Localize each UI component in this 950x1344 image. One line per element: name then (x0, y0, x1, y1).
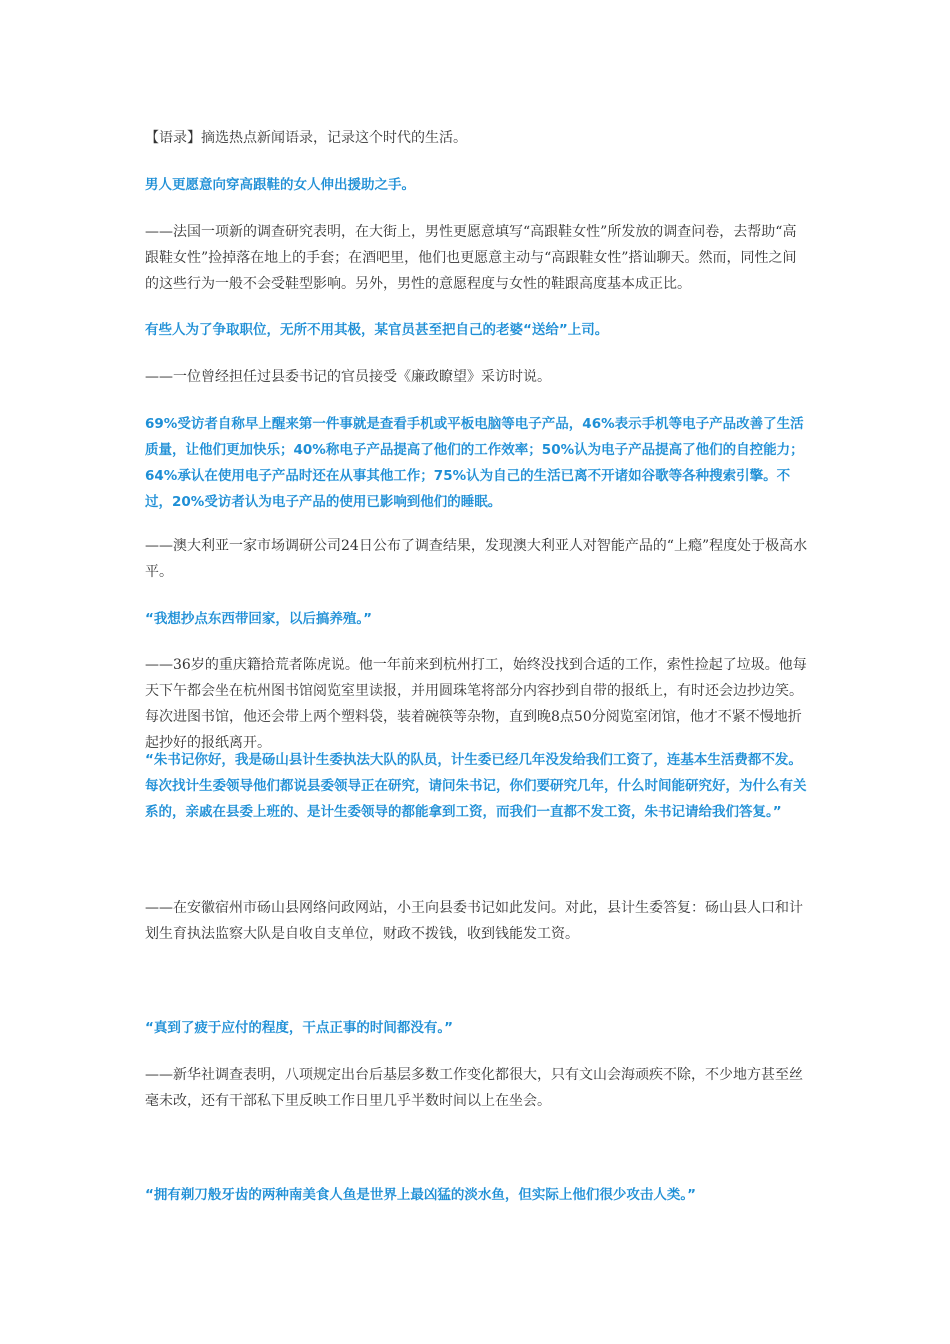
quote-4: “我想抄点东西带回家，以后搞养殖。” (145, 611, 372, 627)
source-3: ——澳大利亚一家市场调研公司24日公布了调查结果，发现澳大利亚人对智能产品的“上瘾”程度处于极高水平。 (145, 538, 808, 580)
quote-1: 男人更愿意向穿高跟鞋的女人伸出援助之手。 (145, 177, 415, 193)
source-6: ——新华社调查表明，八项规定出台后基层多数工作变化都很大，只有文山会海顽疾不除，不少地方甚至丝毫未改，还有干部私下里反映工作日里几乎半数时间以上在坐会。 (145, 1067, 803, 1109)
quote-3: 69%受访者自称早上醒来第一件事就是查看手机或平板电脑等电子产品，46%表示手机等电子产品改善了生活质量，让他们更加快乐；40%称电子产品提高了他们的工作效率；50%认为电子产品提高了他们的自控能力；64%承认在使用电子产品时还在从事其他工作；75%认为自己的生活已离不开诸如谷歌等各种搜索引擎。不过，20%受访者认为电子产品的使用已影响到他们的睡眠。 (145, 416, 804, 510)
source-2: ——一位曾经担任过县委书记的官员接受《廉政瞭望》采访时说。 (145, 369, 551, 385)
source-5: ——在安徽宿州市砀山县网络问政网站，小王向县委书记如此发问。对此，县计生委答复：砀山县人口和计划生育执法监察大队是自收自支单位，财政不拨钱，收到钱能发工资。 (145, 900, 803, 942)
source-1: ——法国一项新的调查研究表明，在大街上，男性更愿意填写“高跟鞋女性”所发放的调查问卷，去帮助“高跟鞋女性”捡掉落在地上的手套；在酒吧里，他们也更愿意主动与“高跟鞋女性”搭讪聊天。然而，同性之间的这些行为一般不会受鞋型影响。另外，男性的意愿程度与女性的鞋跟高度基本成正比。 (145, 224, 797, 292)
source-4: ——36岁的重庆籍拾荒者陈虎说。他一年前来到杭州打工，始终没找到合适的工作，索性捡起了垃圾。他每天下午都会坐在杭州图书馆阅览室里读报，并用圆珠笔将部分内容抄到自带的报纸上，有时还会边抄边笑。每次进图书馆，他还会带上两个塑料袋，装着碗筷等杂物，直到晚8点50分阅览室闭馆，他才不紧不慢地折起抄好的报纸离开。 (145, 657, 807, 751)
quote-6: “真到了疲于应付的程度，干点正事的时间都没有。” (145, 1020, 453, 1036)
quote-7: “拥有剃刀般牙齿的两种南美食人鱼是世界上最凶猛的淡水鱼，但实际上他们很少攻击人类。” (145, 1187, 696, 1203)
quote-5: “朱书记你好，我是砀山县计生委执法大队的队员，计生委已经几年没发给我们工资了，连基本生活费都不发。每次找计生委领导他们都说县委领导正在研究，请问朱书记，你们要研究几年，什么时间能研究好，为什么有关系的，亲戚在县委上班的、是计生委领导的都能拿到工资，而我们一直都不发工资，朱书记请给我们答复。” (145, 752, 807, 820)
quote-2: 有些人为了争取职位，无所不用其极，某官员甚至把自己的老婆“送给”上司。 (145, 322, 609, 338)
intro-text: 【语录】摘选热点新闻语录，记录这个时代的生活。 (145, 130, 467, 146)
